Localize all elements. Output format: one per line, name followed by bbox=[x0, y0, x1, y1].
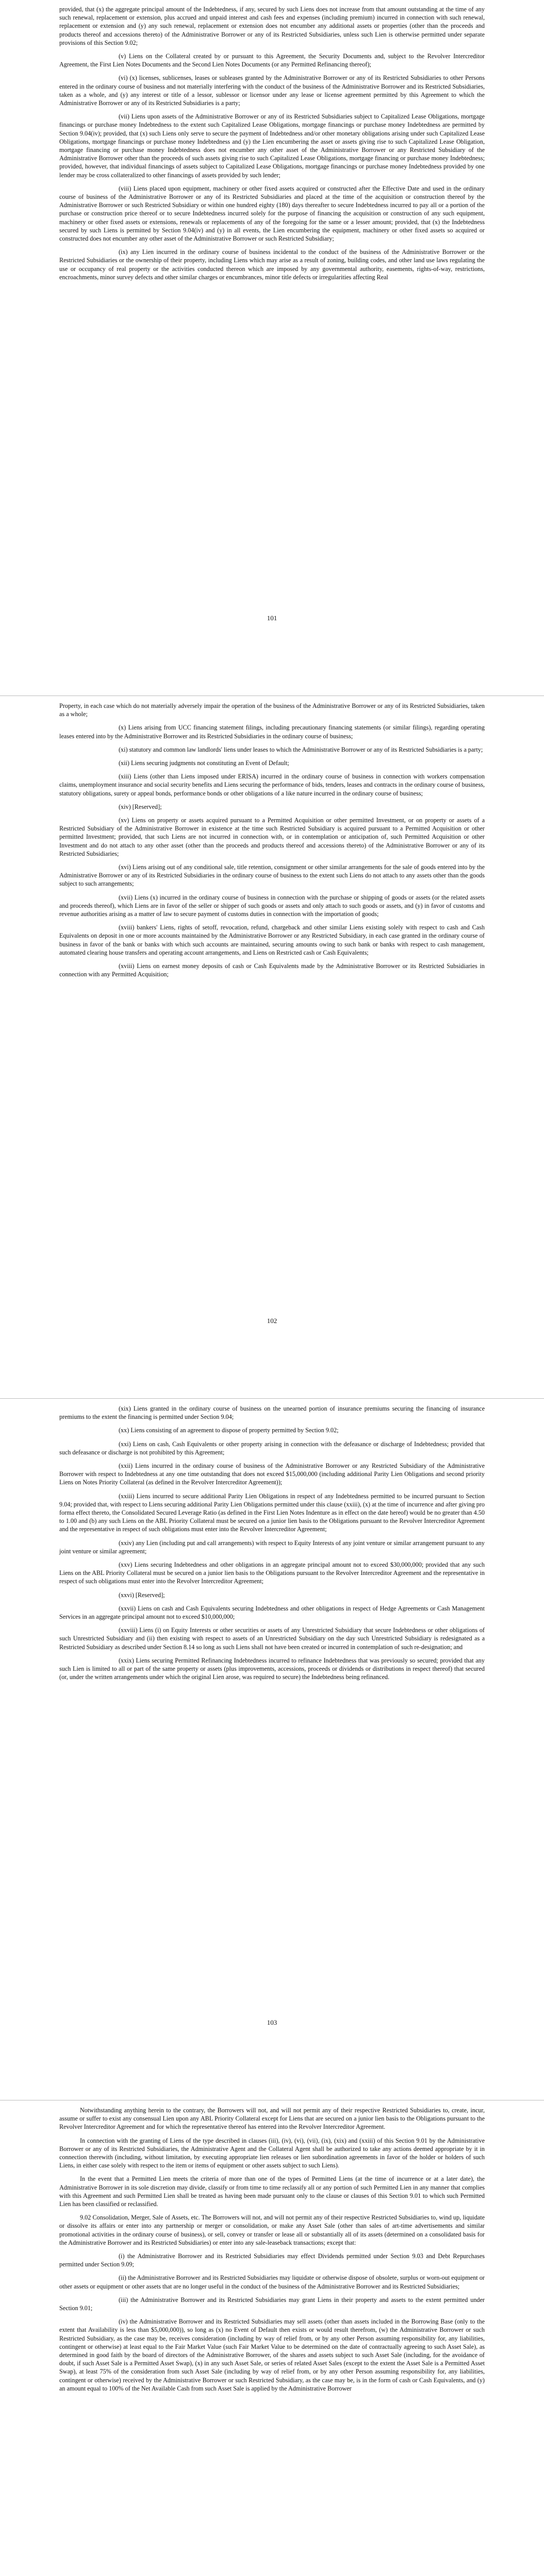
paragraph: (xvi) Liens arising out of any conditional sale, title retention, consignment or other similar arrangements for the sale of goods entered into by the Administrative Borrower or any of its Restricted Subsidiaries in the ordinary course of business to the extent such Liens do not attach to any assets other than the goods subject to such arrangements; bbox=[59, 863, 485, 888]
paragraph: (vii) Liens upon assets of the Administrative Borrower or any of its Restricted Subsidiaries subject to Capitalized Lease Obligations, mortgage financings or purchase money Indebtedness to the extent such Capitalized Lease Obligations, mortgage financings or purchase money Indebtedness are permitted by Section 9.04(iv); provided, that (x) such Liens only serve to secure the payment of Indebtedness and/or other monetary obligations arising under such Capitalized Lease Obligations, mortgage financings or purchase money Indebtedness and (y) the Lien encumbering the asset or assets giving rise to such Capitalized Lease Obligation, mortgage financing or purchase money Indebtedness does not encumber any other asset of the Administrative Borrower or any Restricted Subsidiary of the Administrative Borrower other than the proceeds of such assets giving rise to such Capitalized Lease Obligations, mortgage financing or purchase money Indebtedness; provided, however, that individual financings of assets subject to Capitalized Lease Obligations, mortgage financings or purchase money Indebtedness provided by one lender may be cross collateralized to other financings of assets provided by such lender; bbox=[59, 113, 485, 179]
paragraph: (ix) any Lien incurred in the ordinary course of business incidental to the conduct of the business of the Administrative Borrower or the Restricted Subsidiaries or the ownership of their property, including Liens which may arise as a result of zoning, building codes, and other land use laws regulating the use or occupancy of real property or the activities conducted thereon which are imposed by any governmental authority, easements, rights-of-way, restrictions, encroachments, minor survey defects and other similar charges or encumbrances, minor title defects or irregularities affecting Real bbox=[59, 248, 485, 281]
paragraph: Notwithstanding anything herein to the contrary, the Borrowers will not, and will not permit any of their respective Restricted Subsidiaries to, create, incur, assume or suffer to exist any consensual Lien upon any ABL Priority Collateral except for Liens that are secured on a junior lien basis to the Obligations pursuant to the Revolver Intercreditor Agreement and for which the representative thereof has entered into the Revolver Intercreditor Agreement. bbox=[59, 2107, 485, 2131]
paragraph: (xxii) Liens incurred in the ordinary course of business of the Administrative Borrower or any Restricted Subsidiary of the Administrative Borrower with respect to Indebtedness at any one time outstanding that does not exceed $15,000,000 (including additional Parity Lien Obligations and second priority Liens on Notes Priority Collateral (as defined in the Revolver Intercreditor Agreement)); bbox=[59, 1462, 485, 1486]
paragraph: (xiii) Liens (other than Liens imposed under ERISA) incurred in the ordinary course of business in connection with workers compensation claims, unemployment insurance and social security benefits and Liens securing the performance of bids, tenders, leases and contracts in the ordinary course of business, statutory obligations, surety or appeal bonds, performance bonds or other obligations of a like nature incurred in the ordinary course of business; bbox=[59, 773, 485, 797]
paragraph: (xv) Liens on property or assets acquired pursuant to a Permitted Acquisition or other permitted Investment, or on property or assets of a Restricted Subsidiary of the Administrative Borrower in existence at the time such Restricted Subsidiary is acquired pursuant to a Permitted Acquisition or other permitted Investment; provided, that such Liens are not incurred in connection with, or in contemplation or anticipation of, such Permitted Acquisition or other Investment and do not attach to any other asset (other than the proceeds and products thereof and accessions thereto) of the Administrative Borrower or any of its Restricted Subsidiaries; bbox=[59, 817, 485, 857]
paragraph: (vi) (x) licenses, sublicenses, leases or subleases granted by the Administrative Borrower or any of its Restricted Subsidiaries to other Persons entered in the ordinary course of business and not materially interfering with the conduct of the business of the Administrative Borrower and its Restricted Subsidiaries, taken as a whole, and (y) any interest or title of a lessor, sublessor or licensor under any lease or license agreement permitted by this Agreement to which the Administrative Borrower or any of its Restricted Subsidiaries is a party; bbox=[59, 74, 485, 107]
page-number: 102 bbox=[267, 1317, 277, 1325]
paragraph: (xi) statutory and common law landlords' liens under leases to which the Administrative Borrower or any of its Restricted Subsidiaries is a party; bbox=[119, 745, 483, 753]
paragraph: (xxvii) Liens on cash and Cash Equivalents securing Indebtedness and other obligations in respect of Hedge Agreements or Cash Management Services in an aggregate principal amount not to exceed $10,000,000; bbox=[59, 1604, 485, 1621]
page-101 bbox=[0, 5, 544, 286]
paragraph: In connection with the granting of Liens of the type described in clauses (iii), (iv), (vi), (vii), (ix), (xix) and (xxiii) of this Section 9.01 by the Administrative Borrower or any of its Restricted Subsidiaries, the Administrative Agent and the Collateral Agent shall be authorized to take any actions deemed appropriate by it in connection therewith (including, without limitation, by executing appropriate lien releases or lien subordination agreements in favor of the holder or holders of such Liens, in either case solely with respect to the item or items of equipment or other assets subject to such Liens). bbox=[59, 2137, 485, 2170]
page-number: 103 bbox=[267, 2019, 277, 2026]
page-number: 101 bbox=[267, 614, 277, 622]
paragraph: (xxv) Liens securing Indebtedness and other obligations in an aggregate principal amount not to exceed $30,000,000; provided that any such Liens on the ABL Priority Collateral must be secured on a junior lien basis to the Obligations pursuant to the Revolver Intercreditor Agreement and the representative in respect of such obligations must enter into the Revolver Intercreditor Agreement; bbox=[59, 1561, 485, 1585]
paragraph: (viii) Liens placed upon equipment, machinery or other fixed assets acquired or constructed after the Effective Date and used in the ordinary course of business of the Administrative Borrower or any of its Restricted Subsidiaries and placed at the time of the acquisition or construction thereof by the Administrative Borrower or such Restricted Subsidiary or within one hundred eighty (180) days thereafter to secure Indebtedness incurred to pay all or a portion of the purchase or construction price thereof or to secure Indebtedness incurred solely for the purpose of financing the acquisition or construction of any such equipment, machinery or other fixed assets or extensions, renewals or replacements of any of the foregoing for the same or a lesser amount; provided, that (x) the Indebtedness secured by such Liens is permitted by Section 9.04(iv) and (y) in all events, the Lien encumbering the equipment, machinery or other fixed assets so acquired or constructed does not encumber any other asset of the Administrative Borrower or such Restricted Subsidiary; bbox=[59, 184, 485, 243]
paragraph: (xix) Liens granted in the ordinary course of business on the unearned portion of insurance premiums securing the financing of insurance premiums to the extent the financing is permitted under Section 9.04; bbox=[59, 1405, 485, 1421]
paragraph: provided, that (x) the aggregate principal amount of the Indebtedness, if any, secured by such Liens does not increase from that amount outstanding at the time of any such renewal, replacement or extension, plus accrued and unpaid interest and cash fees and expenses (including premium) incurred in connection with such renewal, replacement or extension and (y) any such renewal, replacement or extension does not encumber any additional assets or properties (other than the proceeds and products thereof and accessions thereto) of the Administrative Borrower or any of its Restricted Subsidiaries, unless such Lien is otherwise permitted under separate provisions of this Section 9.02; bbox=[59, 6, 485, 46]
paragraph: Property, in each case which do not materially adversely impair the operation of the business of the Administrative Borrower or any of its Restricted Subsidiaries, taken as a whole; bbox=[59, 702, 485, 718]
page-divider bbox=[0, 1398, 544, 1399]
paragraph: (xxiii) Liens incurred to secure additional Parity Lien Obligations in respect of any Indebtedness permitted to be incurred pursuant to Section 9.04; provided that, with respect to Liens securing additional Parity Lien Obligations permitted under this clause (xxiii), (x) at the time of incurrence and after giving pro forma effect thereto, the Consolidated Secured Leverage Ratio (as defined in the First Lien Notes Indenture as in effect on the date hereof) would be no greater than 4.50 to 1.00 and (b) any such Liens on the ABL Priority Collateral must be secured on a junior lien basis to the Obligations pursuant to the Revolver Intercreditor Agreement and the representative in respect of such obligations must enter into the Revolver Intercreditor Agreement; bbox=[59, 1492, 485, 1533]
paragraph: (iv) the Administrative Borrower and its Restricted Subsidiaries may sell assets (other than assets included in the Borrowing Base (only to the extent that Availability is less than $5,000,000)), so long as (x) no Event of Default then exists or would result therefrom, (w) the Administrative Borrower or such Restricted Subsidiary, as the case may be, receives consideration (including by way of relief from, or by any other Person assuming responsibility for, any liabilities, contingent or otherwise) at least equal to the Fair Market Value (such Fair Market Value to be determined on the date of contractually agreeing to such Asset Sale), as determined in good faith by the board of directors of the Administrative Borrower, of the shares and assets subject to such Asset Sale (including, for the avoidance of doubt, if such Asset Sale is a Permitted Asset Swap), (x) in any such Asset Sale, or series of related Asset Sales (except to the extent the Asset Sale is a Permitted Asset Swap), at least 75% of the consideration from such Asset Sale (including by way of relief from, or by any other Person assuming responsibility for, any liabilities, contingent or otherwise) received by the Administrative Borrower or such Restricted Subsidiary, as the case may be, is in the form of cash or Cash Equivalents, and (y) an amount equal to 100% of the Net Available Cash from such Asset Sale is applied by the Administrative Borrower bbox=[59, 2318, 485, 2392]
paragraph: (xiv) [Reserved]; bbox=[119, 803, 162, 810]
paragraph: (xxi) Liens on cash, Cash Equivalents or other property arising in connection with the defeasance or discharge of Indebtedness; provided that such defeasance or discharge is not prohibited by this Agreement; bbox=[59, 1440, 485, 1456]
paragraph: (xx) Liens consisting of an agreement to dispose of property permitted by Section 9.02; bbox=[119, 1427, 339, 1434]
paragraph: (iii) the Administrative Borrower and its Restricted Subsidiaries may grant Liens in their property and assets to the extent permitted under Section 9.01; bbox=[59, 2296, 485, 2312]
page-102 bbox=[0, 702, 544, 984]
paragraph: (xviii) bankers' Liens, rights of setoff, revocation, refund, chargeback and other similar Liens existing solely with respect to cash and Cash Equivalents on deposit in one or more accounts maintained by the Administrative Borrower or any Restricted Subsidiary, in each case granted in the ordinary course of business in favor of the bank or banks with which such accounts are maintained, securing amounts owing to such bank or banks with respect to cash management, automated clearing house transfers and operating account arrangements, and Liens on Restricted cash or Cash Equivalents; bbox=[59, 924, 485, 956]
paragraph: (xii) Liens securing judgments not constituting an Event of Default; bbox=[119, 759, 289, 767]
paragraph: (x) Liens arising from UCC financing statement filings, including precautionary financing statements (or similar filings), regarding operating leases entered into by the Administrative Borrower and its Restricted Subsidiaries in the ordinary course of business; bbox=[59, 724, 485, 740]
paragraph: (xvii) Liens (x) incurred in the ordinary course of business in connection with the purchase or shipping of goods or assets (or the related assets and proceeds thereof), which Liens are in favor of the seller or shipper of such goods or assets and only attach to such goods or assets, and (y) in favor of customs and revenue authorities arising as a matter of law to secure payment of customs duties in connection with the importation of goods; bbox=[59, 893, 485, 918]
paragraph: (xxviii) Liens (i) on Equity Interests or other securities or assets of any Unrestricted Subsidiary that secure Indebtedness or other obligations of such Unrestricted Subsidiary and (ii) then existing with respect to assets of an Unrestricted Subsidiary on the day such Unrestricted Subsidiary is redesignated as a Restricted Subsidiary as described under Section 8.14 so long as such Liens shall not have been created or incurred in contemplation of such re-designation; and bbox=[59, 1626, 485, 1651]
page-103 bbox=[0, 1404, 544, 1686]
paragraph: (xxiv) any Lien (including put and call arrangements) with respect to Equity Interests of any joint venture or similar arrangement pursuant to any joint venture or similar agreement; bbox=[59, 1539, 485, 1555]
page-104 bbox=[0, 2106, 544, 2398]
paragraph: (xxix) Liens securing Permitted Refinancing Indebtedness incurred to refinance Indebtedness that was previously so secured; provided that any such Lien is limited to all or part of the same property or assets (plus improvements, accessions, proceeds or dividends or distributions in respect thereof) that secured (or, under the written arrangements under which the original Lien arose, was required to secure) the Indebtedness being refinanced. bbox=[59, 1656, 485, 1681]
paragraph: (v) Liens on the Collateral created by or pursuant to this Agreement, the Security Documents and, subject to the Revolver Intercreditor Agreement, the First Lien Notes Documents and the Second Lien Notes Documents (or any Permitted Refinancing thereof); bbox=[59, 53, 485, 69]
paragraph: (xxvi) [Reserved]; bbox=[119, 1591, 165, 1599]
paragraph: (ii) the Administrative Borrower and its Restricted Subsidiaries may liquidate or otherwise dispose of obsolete, surplus or worn-out equipment or other assets or equipment or other assets that are no longer useful in the conduct of the business of the Administrative Borrower and its Restricted Subsidiaries; bbox=[59, 2274, 485, 2290]
paragraph: 9.02 Consolidation, Merger, Sale of Assets, etc. The Borrowers will not, and will not permit any of their respective Restricted Subsidiaries to, wind up, liquidate or dissolve its affairs or enter into any partnership or merger or consolidation, or make any Asset Sale (other than sales of art-time advertisements and similar promotional activities in the ordinary course of business), or sell, convey or transfer or lease all or substantially all of its assets (determined on a consolidated basis for the Administrative Borrower and its Restricted Subsidiaries) or enter into any sale-leaseback transactions; except that: bbox=[59, 2214, 485, 2246]
paragraph: In the event that a Permitted Lien meets the criteria of more than one of the types of Permitted Liens (at the time of incurrence or at a later date), the Administrative Borrower in its sole discretion may divide, classify or from time to time reclassify all or any portion of such Permitted Lien in any manner that complies with this Agreement and such Permitted Lien shall be treated as having been made pursuant only to the clause or clauses of this Section 9.01 to which such Permitted Lien has been classified or reclassified. bbox=[59, 2175, 485, 2208]
paragraph: (xviii) Liens on earnest money deposits of cash or Cash Equivalents made by the Administrative Borrower or its Restricted Subsidiaries in connection with any Permitted Acquisition; bbox=[59, 962, 485, 978]
paragraph: (i) the Administrative Borrower and its Restricted Subsidiaries may effect Dividends permitted under Section 9.03 and Debt Repurchases permitted under Section 9.09; bbox=[59, 2252, 485, 2268]
